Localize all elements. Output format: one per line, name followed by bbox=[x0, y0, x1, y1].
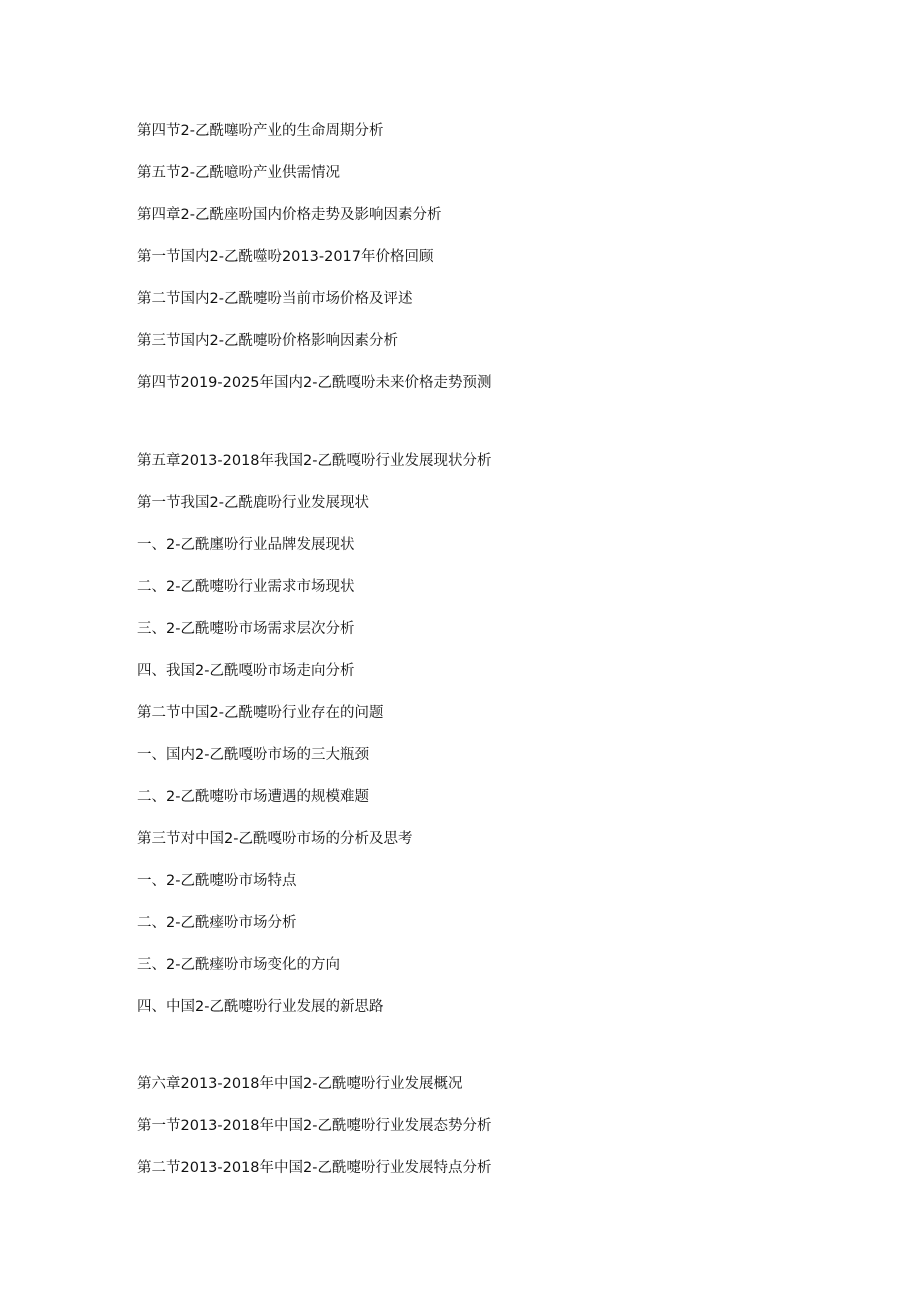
toc-chapter-heading: 第五章2013-2018年我国2-乙酰嘎吩行业发展现状分析 bbox=[137, 453, 492, 469]
toc-line: 第四节2-乙酰噻吩产业的生命周期分析 bbox=[137, 123, 384, 139]
toc-line: 第二节2013-2018年中国2-乙酰嚏吩行业发展特点分析 bbox=[137, 1160, 492, 1176]
toc-chapter-heading: 第六章2013-2018年中国2-乙酰嚏吩行业发展概况 bbox=[137, 1076, 463, 1092]
toc-line: 第三节对中国2-乙酰嘎吩市场的分析及思考 bbox=[137, 831, 413, 847]
toc-line: 第四章2-乙酰座吩国内价格走势及影响因素分析 bbox=[137, 207, 442, 223]
toc-line: 第四节2019-2025年国内2-乙酰嘎吩未来价格走势预测 bbox=[137, 375, 492, 391]
toc-line: 四、我国2-乙酰嘎吩市场走向分析 bbox=[137, 663, 355, 679]
toc-line: 二、2-乙酰瘗吩市场分析 bbox=[137, 915, 297, 931]
toc-line: 第一节2013-2018年中国2-乙酰嚏吩行业发展态势分析 bbox=[137, 1118, 492, 1134]
toc-line: 第三节国内2-乙酰嚏吩价格影响因素分析 bbox=[137, 333, 398, 349]
toc-line: 一、2-乙酰嚏吩市场特点 bbox=[137, 873, 297, 889]
toc-line: 三、2-乙酰瘗吩市场变化的方向 bbox=[137, 957, 340, 973]
toc-line: 第二节中国2-乙酰嚏吩行业存在的问题 bbox=[137, 705, 384, 721]
toc-line: 一、2-乙酰廛吩行业品牌发展现状 bbox=[137, 537, 355, 553]
toc-line: 三、2-乙酰嚏吩市场需求层次分析 bbox=[137, 621, 355, 637]
toc-line: 第一节我国2-乙酰鹿吩行业发展现状 bbox=[137, 495, 369, 511]
toc-line: 四、中国2-乙酰嚏吩行业发展的新思路 bbox=[137, 999, 384, 1015]
toc-line: 二、2-乙酰嚏吩市场遭遇的规模难题 bbox=[137, 789, 369, 805]
toc-line: 第二节国内2-乙酰嚏吩当前市场价格及评述 bbox=[137, 291, 413, 307]
toc-line: 一、国内2-乙酰嘎吩市场的三大瓶颈 bbox=[137, 747, 369, 763]
toc-line: 二、2-乙酰嚏吩行业需求市场现状 bbox=[137, 579, 355, 595]
toc-line: 第一节国内2-乙酰噬吩2013-2017年价格回顾 bbox=[137, 249, 434, 265]
toc-line: 第五节2-乙酰噫吩产业供需情况 bbox=[137, 165, 340, 181]
